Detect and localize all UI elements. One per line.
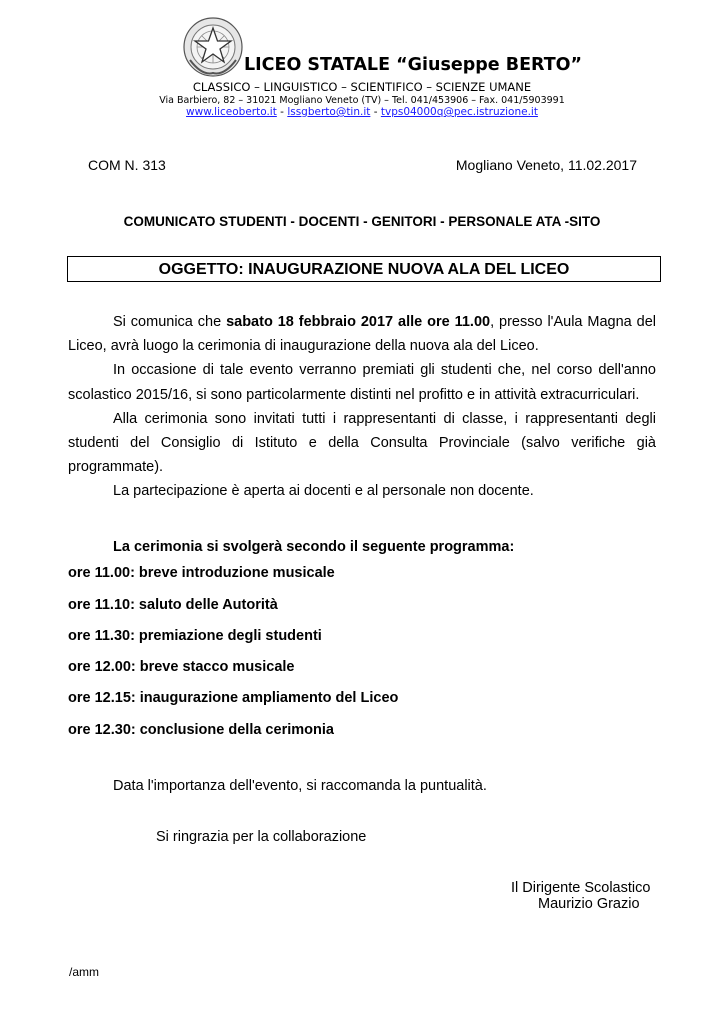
link-separator: - bbox=[276, 106, 288, 118]
body-paragraph: Alla cerimonia sono invitati tutti i rappresentanti di classe, i rappresentanti degli studenti del Consiglio di Istituto e della Consulta Provinciale (salvo verifiche già programmate). bbox=[68, 410, 656, 476]
place-date: Mogliano Veneto, 11.02.2017 bbox=[455, 157, 637, 173]
event-date-highlight: sabato 18 febbraio 2017 alle ore 11.00 bbox=[226, 314, 491, 330]
body-text bbox=[68, 310, 656, 504]
communication-number: COM N. 313 bbox=[88, 157, 166, 173]
school-links bbox=[0, 106, 724, 118]
paragraph-text: , presso l'Aula Magna del Liceo, avrà luogo la cerimonia di inaugurazione della nuova ala del Liceo. bbox=[68, 314, 656, 355]
signer-name: Maurizio Grazio bbox=[538, 896, 640, 912]
subject-box bbox=[67, 256, 661, 282]
website-link[interactable]: www.liceoberto.it bbox=[186, 106, 277, 118]
school-subtitle: CLASSICO – LINGUISTICO – SCIENTIFICO – SCIENZE UMANE bbox=[192, 80, 532, 94]
italian-republic-emblem-icon bbox=[182, 16, 244, 78]
body-paragraph: La partecipazione è aperta ai docenti e al personale non docente. bbox=[113, 483, 534, 500]
program-item: ore 11.30: premiazione degli studenti bbox=[68, 628, 322, 644]
subject-text: OGGETTO: INAUGURAZIONE NUOVA ALA DEL LICEO bbox=[158, 261, 570, 278]
footer-note: /amm bbox=[69, 965, 99, 979]
thanks-note: Si ringrazia per la collaborazione bbox=[156, 829, 367, 845]
paragraph-text: Si comunica che bbox=[113, 314, 227, 330]
recipients-line: COMUNICATO STUDENTI - DOCENTI - GENITORI - PERSONALE ATA -SITO bbox=[123, 214, 601, 229]
body-paragraph: In occasione di tale evento verranno premiati gli studenti che, nel corso dell'anno scolastico 2015/16, si sono particolarmente distinti nel profitto e in attività extracurriculari. bbox=[68, 362, 656, 403]
email-link[interactable]: lssgberto@tin.it bbox=[287, 106, 371, 118]
program-item: ore 12.30: conclusione della cerimonia bbox=[68, 722, 334, 738]
program-item: ore 11.00: breve introduzione musicale bbox=[68, 565, 335, 581]
pec-link[interactable]: tvps04000q@pec.istruzione.it bbox=[380, 106, 538, 118]
school-address: Via Barbiero, 82 – 31021 Mogliano Veneto (TV) – Tel. 041/453906 – Fax. 041/5903991 bbox=[159, 95, 565, 106]
signer-role: Il Dirigente Scolastico bbox=[511, 880, 651, 896]
program-intro: La cerimonia si svolgerà secondo il seguente programma: bbox=[113, 539, 515, 555]
closing-note: Data l'importanza dell'evento, si raccomanda la puntualità. bbox=[113, 778, 487, 794]
program-item: ore 11.10: saluto delle Autorità bbox=[68, 597, 278, 613]
school-name: LICEO STATALE “Giuseppe BERTO” bbox=[244, 55, 583, 75]
program-item: ore 12.15: inaugurazione ampliamento del Liceo bbox=[68, 690, 399, 706]
program-item: ore 12.00: breve stacco musicale bbox=[68, 659, 295, 675]
body-paragraph bbox=[68, 310, 656, 358]
link-separator: - bbox=[370, 106, 381, 118]
